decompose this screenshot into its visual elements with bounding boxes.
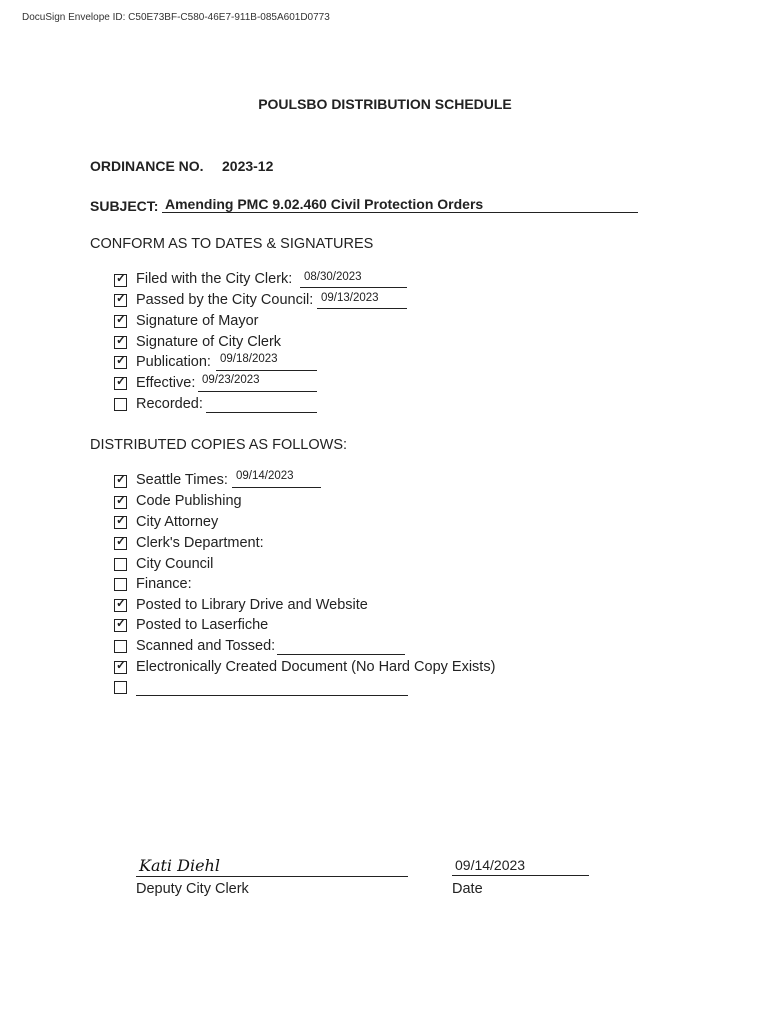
distributed-item-label: Seattle Times: [136,472,228,488]
conform-item-label: Effective: [136,375,196,391]
signer-title: Deputy City Clerk [136,881,249,897]
checkbox-city-council[interactable] [114,558,127,571]
checkbox-seattle-times[interactable] [114,472,127,488]
distributed-item-label: Posted to Laserfiche [136,617,269,633]
signature-date: 09/14/2023 [455,857,526,873]
date-label: Date [452,881,483,897]
conform-item-label: Filed with the City Clerk: [136,271,293,287]
checkbox-signature-mayor[interactable] [114,312,127,328]
check-mark-icon: ✓ [116,493,127,507]
seattle-times-date: 09/14/2023 [236,470,294,482]
check-mark-icon: ✓ [116,596,127,610]
filed-date: 08/30/2023 [304,271,362,283]
distributed-item-label: Code Publishing [136,493,242,509]
ordinance-label: ORDINANCE NO. [90,158,204,174]
checkbox-laserfiche[interactable] [114,616,127,632]
distributed-item-label: Scanned and Tossed: [136,638,276,654]
checkbox-publication[interactable] [114,353,127,369]
conform-item-label: Recorded: [136,396,203,412]
subject-value: Amending PMC 9.02.460 Civil Protection Orders [165,196,484,212]
ordinance-number: 2023-12 [222,158,274,174]
checkbox-recorded[interactable] [114,398,127,411]
document-title: POULSBO DISTRIBUTION SCHEDULE [258,96,512,112]
distributed-item-label: Clerk's Department: [136,535,264,551]
distributed-item-label: Electronically Created Document (No Hard Copy Exists) [136,659,496,675]
check-mark-icon: ✓ [116,513,127,527]
checkbox-city-attorney[interactable] [114,513,127,529]
signature-kati-diehl: Kati Diehl [139,856,220,875]
check-mark-icon: ✓ [116,291,127,305]
checkbox-code-publishing[interactable] [114,493,127,509]
checkbox-other[interactable] [114,681,127,694]
check-mark-icon: ✓ [116,658,127,672]
checkbox-scanned-tossed[interactable] [114,640,127,653]
conform-item-label: Publication: [136,354,211,370]
fill-line [206,397,317,413]
check-mark-icon: ✓ [116,353,127,367]
check-mark-icon: ✓ [116,374,127,388]
distributed-item-label: City Council [136,556,214,572]
publication-date: 09/18/2023 [220,353,278,365]
checkbox-electronically-created[interactable] [114,658,127,674]
distributed-heading: DISTRIBUTED COPIES AS FOLLOWS: [90,437,348,453]
checkbox-effective[interactable] [114,374,127,390]
check-mark-icon: ✓ [116,616,127,630]
conform-heading: CONFORM AS TO DATES & SIGNATURES [90,236,374,252]
subject-label: SUBJECT: [90,198,159,214]
conform-item-label: Signature of City Clerk [136,334,282,350]
conform-item-label: Signature of Mayor [136,313,259,329]
distributed-item-label: Finance: [136,576,192,592]
checkbox-clerks-department[interactable] [114,534,127,550]
checkbox-library-website[interactable] [114,596,127,612]
conform-item-label: Passed by the City Council: [136,292,314,308]
check-mark-icon: ✓ [116,333,127,347]
distributed-item-label: City Attorney [136,514,219,530]
docusign-envelope-id: DocuSign Envelope ID: C50E73BF-C580-46E7-911B-085A601D0773 [22,12,330,23]
check-mark-icon: ✓ [116,312,127,326]
effective-date: 09/23/2023 [202,374,260,386]
checkbox-signature-clerk[interactable] [114,333,127,349]
passed-date: 09/13/2023 [321,292,379,304]
check-mark-icon: ✓ [116,271,127,285]
distributed-item-label: Posted to Library Drive and Website [136,597,368,613]
checkbox-finance[interactable] [114,578,127,591]
check-mark-icon: ✓ [116,472,127,486]
other-fill-line [136,680,408,696]
fill-line [277,639,405,655]
check-mark-icon: ✓ [116,534,127,548]
checkbox-passed[interactable] [114,291,127,307]
checkbox-filed[interactable] [114,271,127,287]
